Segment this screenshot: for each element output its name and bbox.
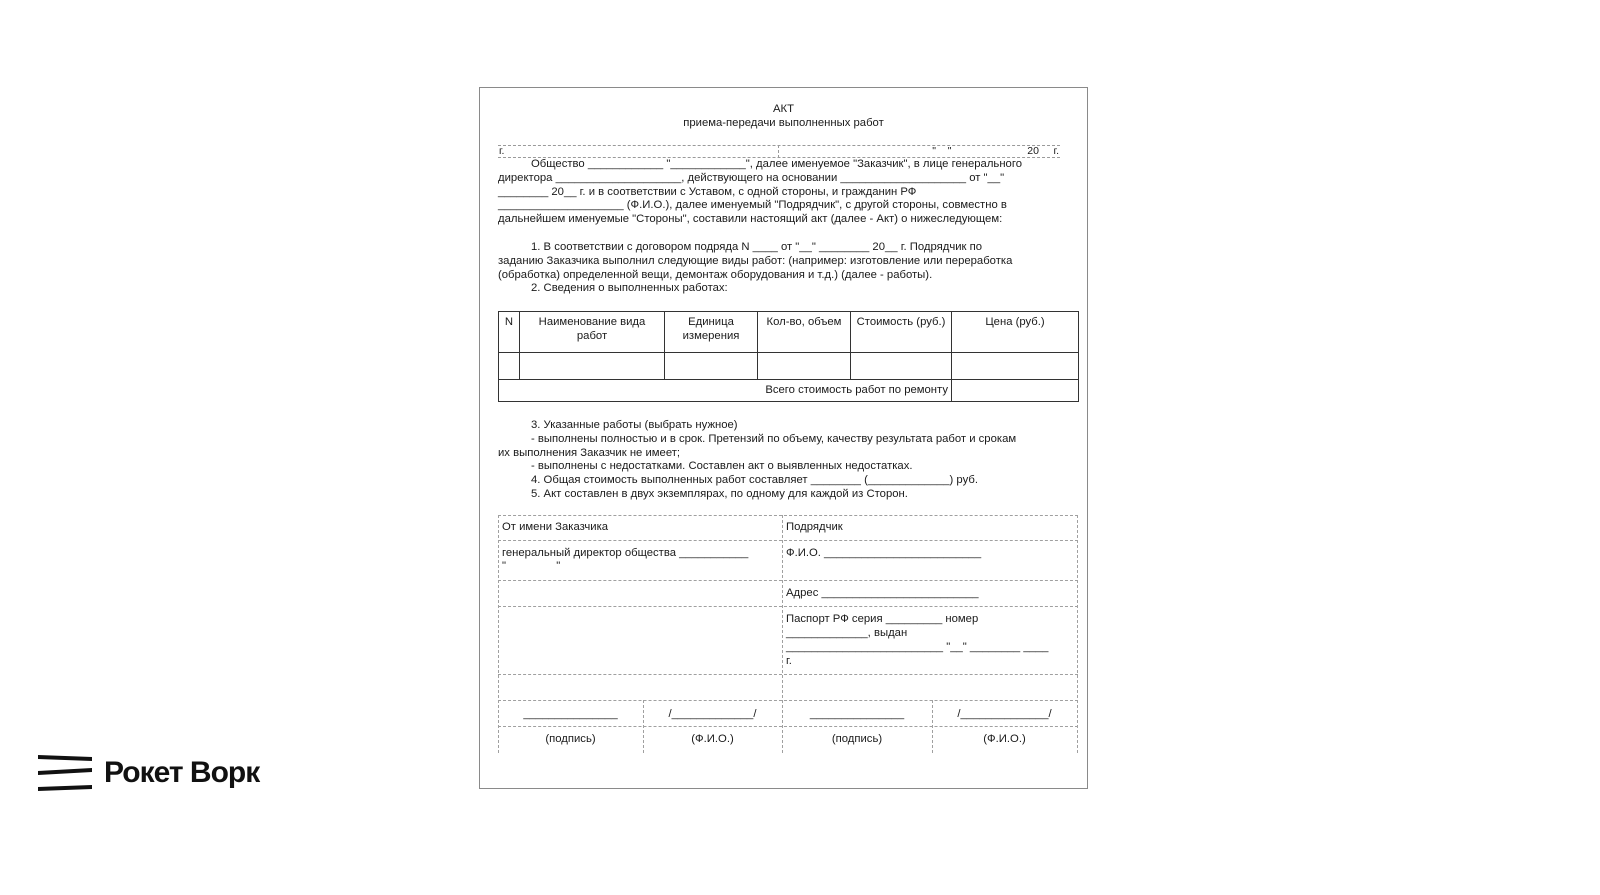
- clause-5: 5. Акт составлен в двух экземплярах, по одному для каждой из Сторон.: [531, 487, 908, 500]
- contractor-fio-caption: (Ф.И.О.): [983, 733, 1026, 745]
- intro-line: директора ____________________, действующего на основании ____________________ от "__": [498, 171, 1005, 184]
- intro-line: ____________________ (Ф.И.О.), далее именуемый "Подрядчик", с другой стороны, совместно в: [498, 199, 1007, 212]
- col-header-cost: Стоимость (руб.): [851, 312, 952, 353]
- passport-line: _________________________ "__" ________ ____: [786, 641, 1049, 653]
- customer-signature-blank: _______________: [523, 708, 618, 720]
- table-header-row: [499, 312, 1079, 353]
- customer-header: От имени Заказчика: [502, 521, 609, 533]
- contractor-signature-blank: _______________: [809, 708, 905, 720]
- date-field: " " 20 г.: [932, 145, 1059, 157]
- total-label: Всего стоимость работ по ремонту: [499, 380, 952, 402]
- col-header-number: N: [499, 312, 520, 353]
- col-header-quantity: Кол-во, объем: [758, 312, 851, 353]
- clause-3: 3. Указанные работы (выбрать нужное): [531, 419, 738, 431]
- title-line-2: приема-передачи выполненных работ: [683, 116, 884, 129]
- table-row: [499, 353, 1079, 380]
- intro-line: Общество ____________ "____________", далее именуемое "Заказчик", в лице генерального: [531, 158, 1022, 170]
- customer-fio-blank: /_____________/: [668, 708, 757, 720]
- clause-3-option-b: - выполнены с недостатками. Составлен акт о выявленных недостатках.: [531, 460, 913, 473]
- total-value: [952, 380, 1079, 402]
- table-total-row: [499, 380, 1079, 402]
- contractor-address-line: Адрес _________________________: [786, 587, 979, 599]
- brand-name: Рокет Ворк: [104, 756, 260, 789]
- clause-3-option-a: - выполнены полностью и в срок. Претензий по объему, качеству результата работ и срокам: [531, 432, 1017, 445]
- passport-line: Паспорт РФ серия _________ номер: [786, 613, 979, 625]
- col-header-unit: Единица измерения: [665, 312, 758, 353]
- director-line: генеральный директор общества ___________: [502, 547, 749, 559]
- clause-4: 4. Общая стоимость выполненных работ составляет ________ (_____________) руб.: [531, 474, 978, 487]
- place-field: г.: [499, 145, 505, 157]
- signature-block: [498, 515, 1078, 753]
- passport-line: _____________, выдан: [786, 627, 908, 639]
- stacked-stripes-icon: [38, 755, 92, 791]
- contractor-fio-blank: /______________/: [957, 708, 1052, 720]
- col-header-work-name: Наименование вида работ: [520, 312, 665, 353]
- col-header-price: Цена (руб.): [952, 312, 1079, 353]
- works-table: [498, 311, 1079, 402]
- contractor-header: Подрядчик: [786, 521, 843, 533]
- title-line-1: АКТ: [772, 103, 795, 115]
- place-date-line: [498, 145, 1060, 158]
- contractor-signature-caption: (подпись): [831, 733, 883, 745]
- clauses-3-5: [498, 419, 1060, 502]
- director-quotes: " ": [502, 560, 561, 572]
- clause-1-line: заданию Заказчика выполнил следующие виды работ: (например: изготовление или переработка: [498, 254, 1013, 267]
- clause-3-option-a: их выполнения Заказчик не имеет;: [498, 446, 681, 459]
- document-title: [480, 103, 1087, 131]
- customer-signature-caption: (подпись): [545, 733, 596, 745]
- document-page: [479, 87, 1088, 789]
- intro-line: дальнейшем именуемые "Стороны", составили настоящий акт (далее - Акт) о нижеследующем:: [498, 213, 1003, 226]
- contractor-fio-line: Ф.И.О. _________________________: [786, 547, 982, 559]
- intro-line: ________ 20__ г. и в соответствии с Уставом, с одной стороны, и гражданин РФ: [498, 185, 917, 198]
- clause-1: [498, 241, 1060, 296]
- customer-fio-caption: (Ф.И.О.): [691, 733, 734, 745]
- passport-line: г.: [786, 655, 792, 667]
- clause-1-line: 1. В соответствии с договором подряда N ____ от "__" ________ 20__ г. Подрядчик по: [531, 241, 983, 253]
- intro-paragraph: [498, 158, 1060, 227]
- clause-2: 2. Сведения о выполненных работах:: [531, 282, 728, 295]
- clause-1-line: (обработка) определенной вещи, демонтаж оборудования и т.д.) (далее - работы).: [498, 268, 933, 281]
